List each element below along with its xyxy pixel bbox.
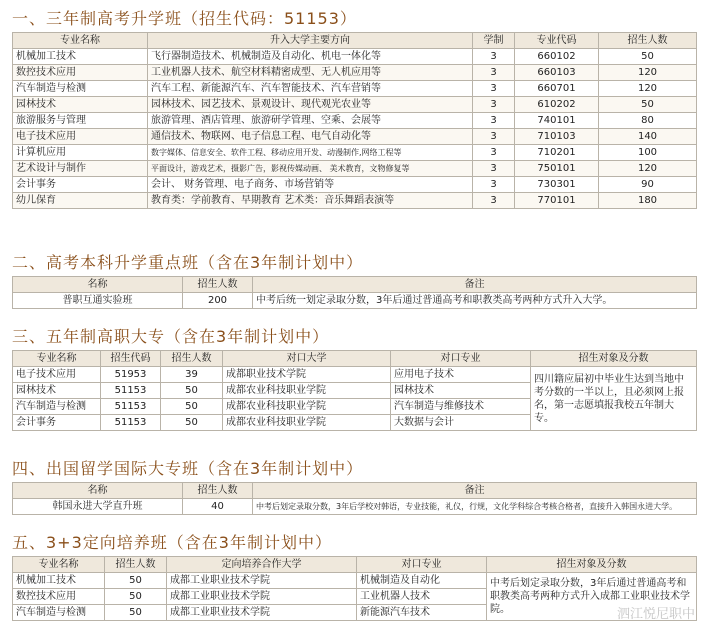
table-row [13,573,697,589]
table-cell: 660102 [515,49,599,65]
table-cell: 120 [599,161,697,177]
table-cell: 成都职业技术学院 [223,367,391,383]
section-3-title: 三、五年制高职大专（含在3年制计划中） [12,327,330,346]
table-row [13,367,697,383]
table-cell: 中考后统一划定录取分数，3年后通过普通高考和职教类高考两种方式升入大学。 [253,293,697,309]
section-2-title: 二、高考本科升学重点班（含在3年制计划中） [12,253,364,272]
table-cell: 数控技术应用 [13,589,105,605]
table-cell: 汽车工程、新能源汽车、汽车智能技术、汽车营销等 [148,81,473,97]
table-cell: 660701 [515,81,599,97]
table-cell: 工业机器人技术 [357,589,487,605]
table-cell: 770101 [515,193,599,209]
table-cell: 教育类：学前教育、早期教育 艺术类：音乐舞蹈表演等 [148,193,473,209]
table-cell: 710103 [515,129,599,145]
table-cell: 旅游服务与管理 [13,113,148,129]
table-cell: 成都工业职业技术学院 [167,589,357,605]
table-cell: 90 [599,177,697,193]
table-cell: 大数据与会计 [391,415,531,431]
enrollment-note: 四川籍应届初中毕业生达到当地中考分数的一半以上，且必须网上报名，第一志愿填报我校五年制大专。 [531,367,697,431]
table-cell: 会计、 财务管理、电子商务、市场营销等 [148,177,473,193]
table-cell: 计算机应用 [13,145,148,161]
table-cell: 园林技术 [391,383,531,399]
header-cell: 备注 [253,483,697,499]
table-cell: 40 [183,499,253,515]
header-cell: 招生人数 [183,277,253,293]
header-cell: 招生对象及分数 [487,557,697,573]
table-cell: 51953 [101,367,161,383]
table-cell: 通信技术、物联网、电子信息工程、电气自动化等 [148,129,473,145]
table-cell: 机械加工技术 [13,49,148,65]
table-cell: 39 [161,367,223,383]
table-row [13,193,697,209]
table-row [13,161,697,177]
table-cell: 园林技术 [13,97,148,113]
table-cell: 艺术设计与制作 [13,161,148,177]
table-cell: 汽车制造与检测 [13,399,101,415]
table-cell: 3 [473,97,515,113]
table-cell: 会计事务 [13,177,148,193]
table-cell: 3 [473,129,515,145]
header-cell: 招生人数 [161,351,223,367]
header-cell: 招生人数 [183,483,253,499]
header-cell: 学制 [473,33,515,49]
section-2-table [12,276,697,309]
table-cell: 旅游管理、酒店管理、旅游研学管理、空乘、会展等 [148,113,473,129]
section-1-title: 一、三年制高考升学班（招生代码：51153） [12,9,357,28]
table-cell: 机械加工技术 [13,573,105,589]
table-cell: 3 [473,113,515,129]
header-cell: 备注 [253,277,697,293]
table-cell: 610202 [515,97,599,113]
table-cell: 汽车制造与检测 [13,605,105,621]
table-cell: 平面设计，游戏艺术，摄影广告，影视传媒动画、 美术教育，文物修复等 [148,161,473,177]
header-cell: 名称 [13,483,183,499]
table-cell: 3 [473,193,515,209]
table-cell: 51153 [101,399,161,415]
header-cell: 专业名称 [13,351,101,367]
table-cell: 50 [105,573,167,589]
table-cell: 机械制造及自动化 [357,573,487,589]
table-cell: 660103 [515,65,599,81]
table-cell: 韩国永进大学直升班 [13,499,183,515]
table-cell: 园林技术 [13,383,101,399]
header-cell: 招生对象及分数 [531,351,697,367]
table-cell: 电子技术应用 [13,367,101,383]
table-cell: 50 [105,605,167,621]
enrollment-note: 中考后划定录取分数，3年后通过普通高考和职教类高考两种方式升入成都工业职业技术学院。 [487,573,697,621]
table-cell: 普职互通实验班 [13,293,183,309]
header-cell: 专业名称 [13,557,105,573]
table-cell: 140 [599,129,697,145]
table-row [13,65,697,81]
header-cell: 名称 [13,277,183,293]
table-cell: 幼儿保育 [13,193,148,209]
table-cell: 飞行器制造技术、机械制造及自动化、机电一体化等 [148,49,473,65]
table-cell: 200 [183,293,253,309]
table-cell: 3 [473,145,515,161]
table-cell: 汽车制造与检测 [13,81,148,97]
table-cell: 51153 [101,383,161,399]
table-cell: 50 [161,399,223,415]
section-1-table [12,32,697,209]
table-cell: 3 [473,161,515,177]
table-cell: 成都工业职业技术学院 [167,573,357,589]
table-row [13,49,697,65]
header-cell: 升入大学主要方向 [148,33,473,49]
table-cell: 3 [473,49,515,65]
section-4-table [12,482,697,515]
table-cell: 应用电子技术 [391,367,531,383]
table-cell: 80 [599,113,697,129]
table-cell: 新能源汽车技术 [357,605,487,621]
table-row [13,81,697,97]
table-row [13,145,697,161]
table-cell: 50 [105,589,167,605]
section-3-table [12,350,697,431]
table-cell: 成都农业科技职业学院 [223,415,391,431]
table-cell: 180 [599,193,697,209]
table-cell: 数字媒体、信息安全、软件工程、移动应用开发、动漫制作,网络工程等 [148,145,473,161]
table-cell: 51153 [101,415,161,431]
table-cell: 成都农业科技职业学院 [223,399,391,415]
table-cell: 3 [473,81,515,97]
table-cell: 数控技术应用 [13,65,148,81]
table-row [13,499,697,515]
table-cell: 50 [599,97,697,113]
table-cell: 50 [599,49,697,65]
header-cell: 对口专业 [391,351,531,367]
table-row [13,177,697,193]
section-4-title: 四、出国留学国际大专班（含在3年制计划中） [12,459,364,478]
section-5-title: 五、3+3定向培养班（含在3年制计划中） [12,533,332,552]
table-cell: 50 [161,415,223,431]
section-5-table [12,556,697,621]
table-cell: 成都农业科技职业学院 [223,383,391,399]
header-cell: 招生代码 [101,351,161,367]
table-cell: 120 [599,65,697,81]
table-cell: 750101 [515,161,599,177]
table-row [13,97,697,113]
table-cell: 100 [599,145,697,161]
table-cell: 50 [161,383,223,399]
table-cell: 710201 [515,145,599,161]
table-cell: 园林技术、园艺技术、景观设计、现代观光农业等 [148,97,473,113]
header-cell: 对口大学 [223,351,391,367]
table-row [13,293,697,309]
table-cell: 电子技术应用 [13,129,148,145]
table-cell: 730301 [515,177,599,193]
table-cell: 中考后划定录取分数，3年后学校对韩语，专业技能，礼仪，行规，文化学科综合考核合格者，直接升入韩国永进大学。 [253,499,697,515]
table-cell: 3 [473,177,515,193]
table-row [13,113,697,129]
header-cell: 招生人数 [599,33,697,49]
watermark: 泗江悦尼职中 [616,607,695,622]
table-row [13,129,697,145]
table-cell: 740101 [515,113,599,129]
table-cell: 成都工业职业技术学院 [167,605,357,621]
table-cell: 120 [599,81,697,97]
table-cell: 汽车制造与维修技术 [391,399,531,415]
table-cell: 会计事务 [13,415,101,431]
header-cell: 专业名称 [13,33,148,49]
header-cell: 定向培养合作大学 [167,557,357,573]
table-cell: 工业机器人技术、航空材料精密成型、无人机应用等 [148,65,473,81]
header-cell: 专业代码 [515,33,599,49]
table-cell: 3 [473,65,515,81]
header-cell: 对口专业 [357,557,487,573]
header-cell: 招生人数 [105,557,167,573]
